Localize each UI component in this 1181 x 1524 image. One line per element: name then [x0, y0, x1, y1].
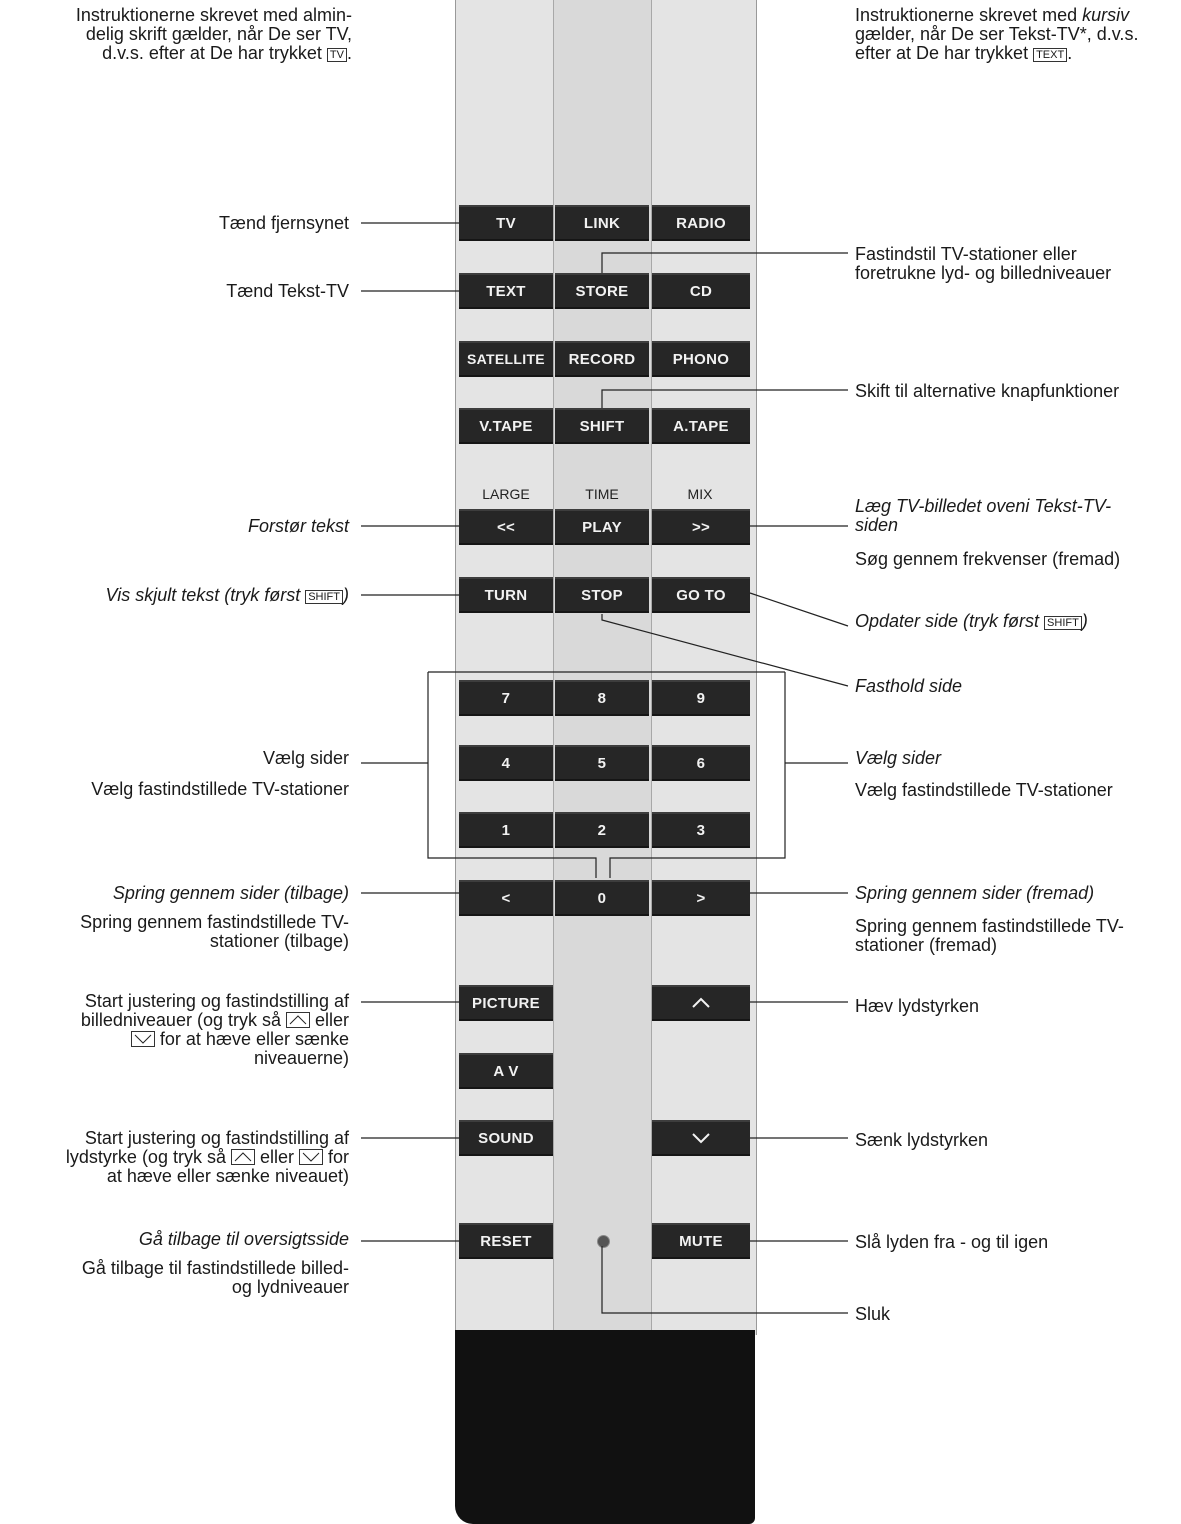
tv-key-icon: TV — [327, 48, 347, 62]
label-hold-page: Fasthold side — [855, 676, 963, 696]
phono-button[interactable]: PHONO — [652, 341, 750, 377]
mix-caption: MIX — [687, 486, 713, 502]
sound-button[interactable]: SOUND — [459, 1120, 553, 1156]
store-button[interactable]: STORE — [555, 273, 649, 309]
record-button[interactable]: RECORD — [555, 341, 649, 377]
label-sound-adjust: Start justering og fastindstilling af lydstyrke (og tryk så eller for at hæve eller sænke niveauet) — [65, 1128, 349, 1186]
label-mix: Læg TV-billedet oveni Tekst-TV- siden — [855, 496, 1112, 535]
label-picture-adjust: Start justering og fastindstilling af billedniveauer (og tryk så eller for at hæve eller sænke niveauerne) — [80, 991, 349, 1068]
goto-button[interactable]: GO TO — [652, 577, 750, 613]
stop-button[interactable]: STOP — [555, 577, 649, 613]
label-volume-down: Sænk lydstyrken — [855, 1130, 989, 1150]
digit-7-button[interactable]: 7 — [459, 680, 553, 716]
digit-1-button[interactable]: 1 — [459, 812, 553, 848]
reset-button[interactable]: RESET — [459, 1223, 553, 1259]
large-caption: LARGE — [482, 486, 530, 502]
cd-button[interactable]: CD — [652, 273, 750, 309]
label-jump-forward-pages: Spring gennem sider (fremad) — [855, 883, 1095, 903]
label-select-stations: Vælg fastindstillede TV-stationer — [91, 779, 349, 799]
label-select-pages-right: Vælg sider — [855, 748, 942, 768]
label-off: Sluk — [855, 1304, 891, 1324]
link-button[interactable]: LINK — [555, 205, 649, 241]
next-button[interactable]: > — [652, 880, 750, 916]
digit-8-button[interactable]: 8 — [555, 680, 649, 716]
arrow-down-key-icon — [299, 1149, 323, 1165]
arrow-down-key-icon — [131, 1031, 155, 1047]
tv-button[interactable]: TV — [459, 205, 553, 241]
time-caption: TIME — [585, 486, 619, 502]
label-search: Søg gennem frekvenser (fremad) — [855, 549, 1121, 569]
shift-button[interactable]: SHIFT — [555, 408, 649, 444]
label-reset-levels: Gå tilbage til fastindstillede billed- og lydniveauer — [81, 1258, 349, 1297]
intro-note-left: Instruktionerne skrevet med almin- delig skrift gælder, når De ser TV, d.v.s. efter at De har trykket TV . — [75, 5, 352, 63]
label-jump-forward-stations: Spring gennem fastindstillede TV- stationer (fremad) — [855, 916, 1124, 955]
label-shift: Skift til alternative knapfunktioner — [855, 381, 1120, 401]
turn-button[interactable]: TURN — [459, 577, 553, 613]
arrow-up-key-icon — [286, 1012, 310, 1028]
fast-forward-button[interactable]: >> — [652, 509, 750, 545]
digit-6-button[interactable]: 6 — [652, 745, 750, 781]
arrow-up-key-icon — [231, 1149, 255, 1165]
satellite-button[interactable]: SATELLITE — [459, 341, 553, 377]
label-hidden-text: Vis skjult tekst (tryk først SHIFT ) — [105, 585, 349, 605]
digit-3-button[interactable]: 3 — [652, 812, 750, 848]
label-store: Fastindstil TV-stationer eller foretrukne lyd- og billedniveauer — [855, 244, 1112, 283]
intro-note-right: Instruktionerne skrevet med kursiv gælder, når De ser Tekst-TV*, d.v.s. efter at De har trykket TEXT . — [855, 5, 1139, 63]
label-mute: Slå lyden fra - og til igen — [855, 1232, 1049, 1252]
digit-9-button[interactable]: 9 — [652, 680, 750, 716]
text-key-icon: TEXT — [1033, 48, 1067, 62]
text-button[interactable]: TEXT — [459, 273, 553, 309]
digit-2-button[interactable]: 2 — [555, 812, 649, 848]
rewind-button[interactable]: << — [459, 509, 553, 545]
label-select-pages: Vælg sider — [262, 748, 349, 768]
av-button[interactable]: A V — [459, 1053, 553, 1089]
digit-4-button[interactable]: 4 — [459, 745, 553, 781]
radio-button[interactable]: RADIO — [652, 205, 750, 241]
play-button[interactable]: PLAY — [555, 509, 649, 545]
mute-button[interactable]: MUTE — [652, 1223, 750, 1259]
shift-key-icon: SHIFT — [305, 590, 343, 604]
picture-button[interactable]: PICTURE — [459, 985, 553, 1021]
atape-button[interactable]: A.TAPE — [652, 408, 750, 444]
label-reset-overview: Gå tilbage til oversigtsside — [138, 1229, 349, 1249]
label-jump-back-stations: Spring gennem fastindstillede TV- stationer (tilbage) — [80, 912, 349, 951]
label-tv-on: Tænd fjernsynet — [218, 213, 349, 233]
digit-5-button[interactable]: 5 — [555, 745, 649, 781]
shift-key-icon: SHIFT — [1044, 616, 1082, 630]
label-text-on: Tænd Tekst-TV — [226, 281, 349, 301]
label-select-stations-right: Vælg fastindstillede TV-stationer — [855, 780, 1113, 800]
label-volume-up: Hæv lydstyrken — [855, 996, 980, 1016]
label-jump-back-pages: Spring gennem sider (tilbage) — [112, 883, 349, 903]
previous-button[interactable]: < — [459, 880, 553, 916]
label-enlarge-text: Forstør tekst — [247, 516, 349, 536]
label-update-page: Opdater side (tryk først SHIFT ) — [855, 611, 1088, 631]
digit-0-button[interactable]: 0 — [555, 880, 649, 916]
vtape-button[interactable]: V.TAPE — [459, 408, 553, 444]
